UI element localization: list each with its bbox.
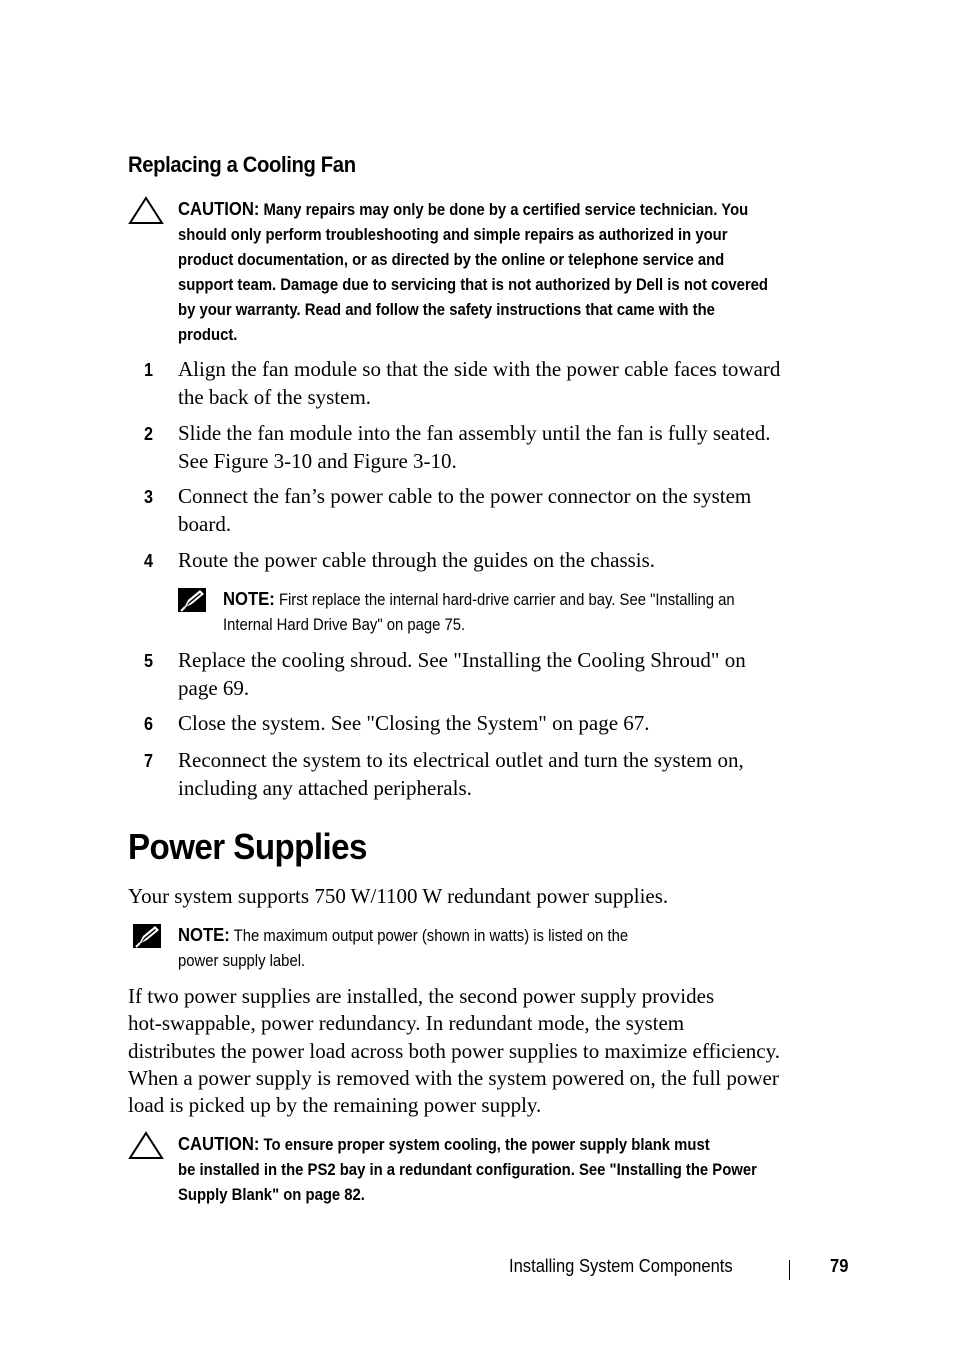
step-number: 7 [144,751,154,771]
step-number: 2 [144,424,154,444]
note-pencil-icon [131,922,167,952]
step-number: 4 [144,551,154,571]
body-paragraph: If two power supplies are installed, the second power supply provides hot-swappable, power redundancy. In redundant mode, the system distributes the power load across both power supplies to maximize efficiency. When a power supply is removed with the system powered on, the full power load is picked up by the remaining power supply. [128,984,780,1118]
caution-triangle-icon [128,196,164,226]
step-number: 3 [144,487,154,507]
step-text: Close the system. See "Closing the System" on page 67. [178,711,650,735]
footer-chapter-title: Installing System Components [509,1256,733,1276]
caution-label: CAUTION: [178,1133,260,1154]
step-text: Reconnect the system to its electrical outlet and turn the system on, including any attached peripherals. [178,748,744,800]
caution-label: CAUTION: [178,198,260,219]
note-text-1: NOTE: First replace the internal hard-drive carrier and bay. See "Installing an Internal Hard Drive Bay" on page 75. [223,588,735,634]
note-pencil-icon [176,586,212,616]
caution-text-2: CAUTION: To ensure proper system cooling, the power supply blank must be installed in the PS2 bay in a redundant configuration. See "Installing the Power Supply Blank" on page 82. [178,1133,757,1204]
step-number: 5 [144,651,154,671]
main-heading: Power Supplies [128,826,367,867]
step-number: 1 [144,360,154,380]
step-number: 6 [144,714,154,734]
intro-paragraph: Your system supports 750 W/1100 W redundant power supplies. [128,884,669,908]
footer-divider [789,1260,790,1280]
caution-triangle-icon [128,1131,164,1161]
caution-text-1: CAUTION: Many repairs may only be done by a certified service technician. You should only perform troubleshooting and simple repairs as authorized in your product documentation, or as directed by the online or telephone service and support team. Damage due to servicing that is not authorized by Dell is not covered by your warranty. Read and follow the safety instructions that came with the product. [178,198,768,344]
note-label: NOTE: [223,588,275,609]
note-label: NOTE: [178,924,230,945]
step-text: Connect the fan’s power cable to the power connector on the system board. [178,484,752,536]
step-text: Replace the cooling shroud. See "Installing the Cooling Shroud" on page 69. [178,648,746,700]
step-text: Align the fan module so that the side with the power cable faces toward the back of the system. [178,357,781,409]
step-text: Slide the fan module into the fan assembly until the fan is fully seated. See Figure 3-10 and Figure 3-10. [178,421,771,473]
note-text-2: NOTE: The maximum output power (shown in watts) is listed on the power supply label. [178,924,629,970]
step-text: Route the power cable through the guides on the chassis. [178,548,656,572]
page-number: 79 [830,1256,849,1276]
section-heading: Replacing a Cooling Fan [128,152,356,177]
